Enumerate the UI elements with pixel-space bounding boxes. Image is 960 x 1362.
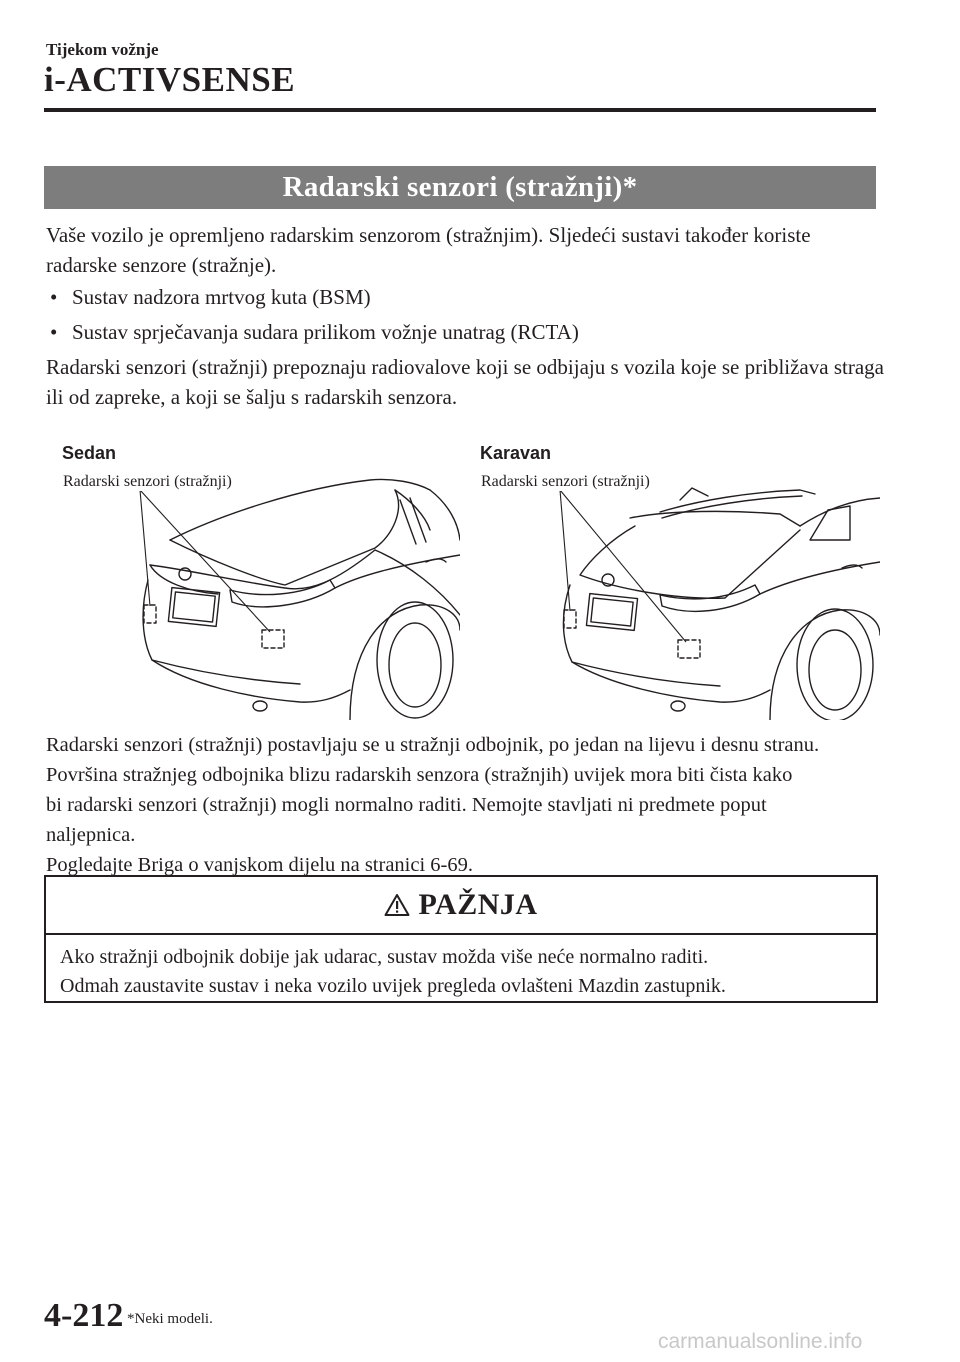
caution-text <box>46 935 876 1001</box>
bullet-text: Sustav nadzora mrtvog kuta (BSM) <box>72 285 371 309</box>
section-label: Tijekom vožnje <box>46 40 159 59</box>
bullet-text: Sustav sprječavanja sudara prilikom vožnje unatrag (RCTA) <box>72 320 579 344</box>
bullet-item <box>50 317 579 347</box>
caution-box <box>44 875 878 1003</box>
sedan-sensor-callout: Radarski senzori (stražnji) <box>63 473 232 490</box>
chapter-divider <box>44 108 876 112</box>
caution-line: Odmah zaustavite sustav i neka vozilo uvijek pregleda ovlašteni Mazdin zastupnik. <box>60 975 726 997</box>
warning-triangle-icon <box>384 893 410 917</box>
watermark: carmanualsonline.info <box>658 1330 863 1353</box>
bullet-item <box>50 282 371 312</box>
placement-line: Pogledajte Briga o vanjskom dijelu na stranici 6-69. <box>46 854 473 876</box>
section-title: Radarski senzori (stražnji)* <box>282 171 638 203</box>
footnote: *Neki modeli. <box>127 1311 213 1327</box>
caution-header <box>46 877 876 935</box>
bullet-dot: • <box>50 320 58 344</box>
placement-line: Radarski senzori (stražnji) postavljaju se u stražnji odbojnik, po jedan na lijevu i desnu stranu. <box>46 734 820 756</box>
figure-title-wagon: Karavan <box>480 443 552 463</box>
placement-paragraph <box>46 730 886 880</box>
placement-line: naljepnica. <box>46 824 136 846</box>
bullet-dot: • <box>50 285 58 309</box>
placement-line: bi radarski senzori (stražnji) mogli normalno raditi. Nemojte stavljati ni predmete poput <box>46 794 767 816</box>
chapter-title: i-ACTIVSENSE <box>44 60 296 99</box>
caution-title: PAŽNJA <box>418 888 538 921</box>
wagon-rear-illustration <box>550 470 880 720</box>
intro-paragraph: Vaše vozilo je opremljeno radarskim senzorom (stražnjim). Sljedeći sustavi također koriste radarske senzore (stražnje). <box>46 223 811 277</box>
page-number: 4-212 <box>44 1297 124 1334</box>
detection-paragraph: Radarski senzori (stražnji) prepoznaju radiovalove koji se odbijaju s vozila koje se približava straga ili od zapreke, a koji se šalju s radarskih senzora. <box>46 355 884 409</box>
wagon-sensor-callout: Radarski senzori (stražnji) <box>481 473 650 490</box>
sedan-rear-illustration <box>130 470 460 720</box>
figure-title-sedan: Sedan <box>62 443 117 463</box>
placement-line: Površina stražnjeg odbojnika blizu radarskih senzora (stražnjih) uvijek mora biti čista kako <box>46 764 793 786</box>
section-title-banner <box>44 166 876 209</box>
caution-line: Ako stražnji odbojnik dobije jak udarac, sustav možda više neće normalno raditi. <box>60 946 709 968</box>
